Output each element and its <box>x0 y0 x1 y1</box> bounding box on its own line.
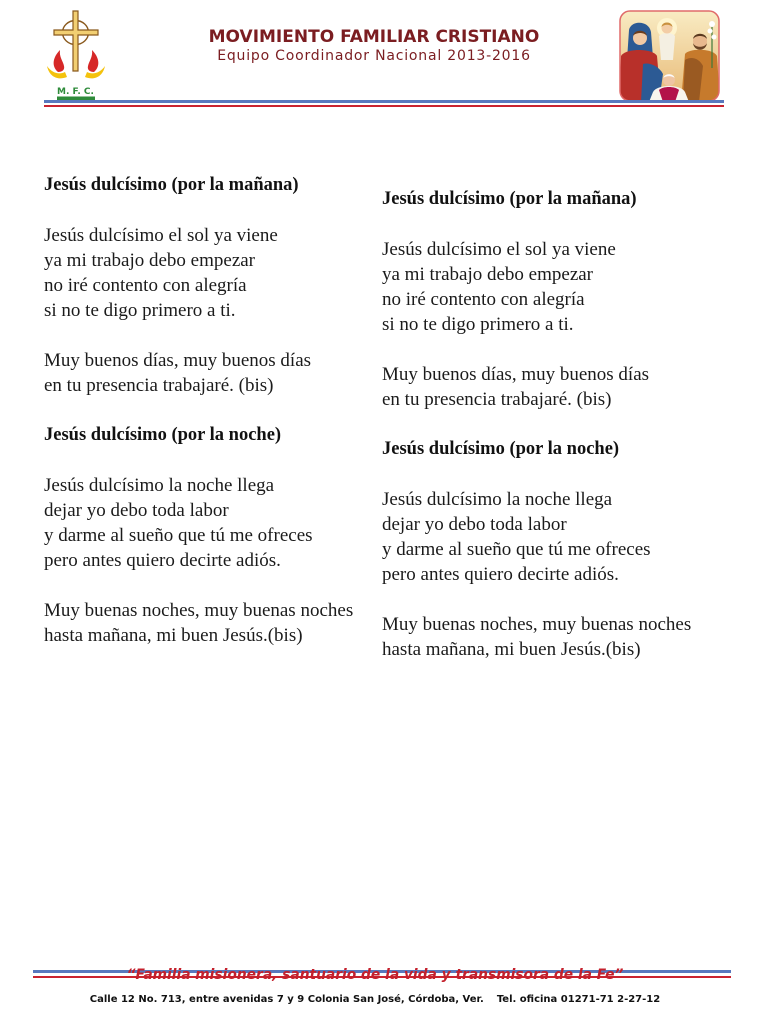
verse-line: Muy buenas noches, muy buenas noches <box>44 600 354 621</box>
stanza <box>44 348 374 398</box>
verse-line: no iré contento con alegría <box>382 289 585 310</box>
verse-line: en tu presencia trabajaré. (bis) <box>382 389 612 410</box>
verse-line: y darme al sueño que tú me ofreces <box>44 525 313 546</box>
stanza <box>44 223 374 323</box>
stanza <box>382 237 752 337</box>
verse-line: Jesús dulcísimo la noche llega <box>382 489 613 510</box>
verse-line: dejar yo debo toda labor <box>382 514 567 535</box>
verse-line: pero antes quiero decirte adiós. <box>382 564 619 585</box>
stanza <box>382 487 752 587</box>
stanza <box>382 362 752 412</box>
lyrics-column-right <box>382 187 752 687</box>
verse-line: hasta mañana, mi buen Jesús.(bis) <box>44 625 303 646</box>
song-heading: Jesús dulcísimo (por la mañana) <box>44 175 299 195</box>
footer-address: Calle 12 No. 713, entre avenidas 7 y 9 Colonia San José, Córdoba, Ver. <box>89 994 484 1005</box>
header-rule-blue <box>44 100 724 103</box>
verse-line: si no te digo primero a ti. <box>382 314 574 335</box>
lyrics-column-left <box>44 173 374 673</box>
verse-line: pero antes quiero decirte adiós. <box>44 550 281 571</box>
footer-phone: Tel. oficina 01271-71 2-27-12 <box>496 994 661 1005</box>
verse-line: Jesús dulcísimo la noche llega <box>44 475 275 496</box>
organization-subtitle: Equipo Coordinador Nacional 2013-2016 <box>217 48 531 64</box>
verse-line: ya mi trabajo debo empezar <box>44 250 256 271</box>
verse-line: Muy buenos días, muy buenos días <box>382 364 650 385</box>
verse-line: ya mi trabajo debo empezar <box>382 264 594 285</box>
verse-line: Muy buenos días, muy buenos días <box>44 350 312 371</box>
verse-line: Jesús dulcísimo el sol ya viene <box>382 239 616 260</box>
verse-line: no iré contento con alegría <box>44 275 247 296</box>
logo-text: M. F. C. <box>57 87 94 97</box>
verse-line: Jesús dulcísimo el sol ya viene <box>44 225 278 246</box>
verse-line: en tu presencia trabajaré. (bis) <box>44 375 274 396</box>
song-morning <box>382 187 752 412</box>
song-morning <box>44 173 374 398</box>
organization-title: MOVIMIENTO FAMILIAR CRISTIANO <box>208 27 540 47</box>
stanza <box>44 473 374 573</box>
footer-contact <box>0 993 750 1007</box>
header-title-block <box>174 27 574 65</box>
song-heading: Jesús dulcísimo (por la noche) <box>382 439 620 459</box>
song-heading: Jesús dulcísimo (por la mañana) <box>382 189 637 209</box>
flame-left-icon <box>54 50 65 72</box>
verse-line: hasta mañana, mi buen Jesús.(bis) <box>382 639 641 660</box>
flame-right-icon <box>88 50 99 72</box>
stanza <box>382 612 752 662</box>
holy-family-image <box>619 10 720 102</box>
verse-line: si no te digo primero a ti. <box>44 300 236 321</box>
verse-line: dejar yo debo toda labor <box>44 500 229 521</box>
header-rule-red <box>44 105 724 107</box>
song-heading: Jesús dulcísimo (por la noche) <box>44 425 282 445</box>
verse-line: Muy buenas noches, muy buenas noches <box>382 614 692 635</box>
stanza <box>44 598 374 648</box>
verse-line: y darme al sueño que tú me ofreces <box>382 539 651 560</box>
mfc-logo <box>44 8 108 106</box>
footer-motto: “Familia misionera, santuario de la vida y transmisora de la Fe” <box>126 967 624 983</box>
song-night <box>382 437 752 662</box>
song-night <box>44 423 374 648</box>
